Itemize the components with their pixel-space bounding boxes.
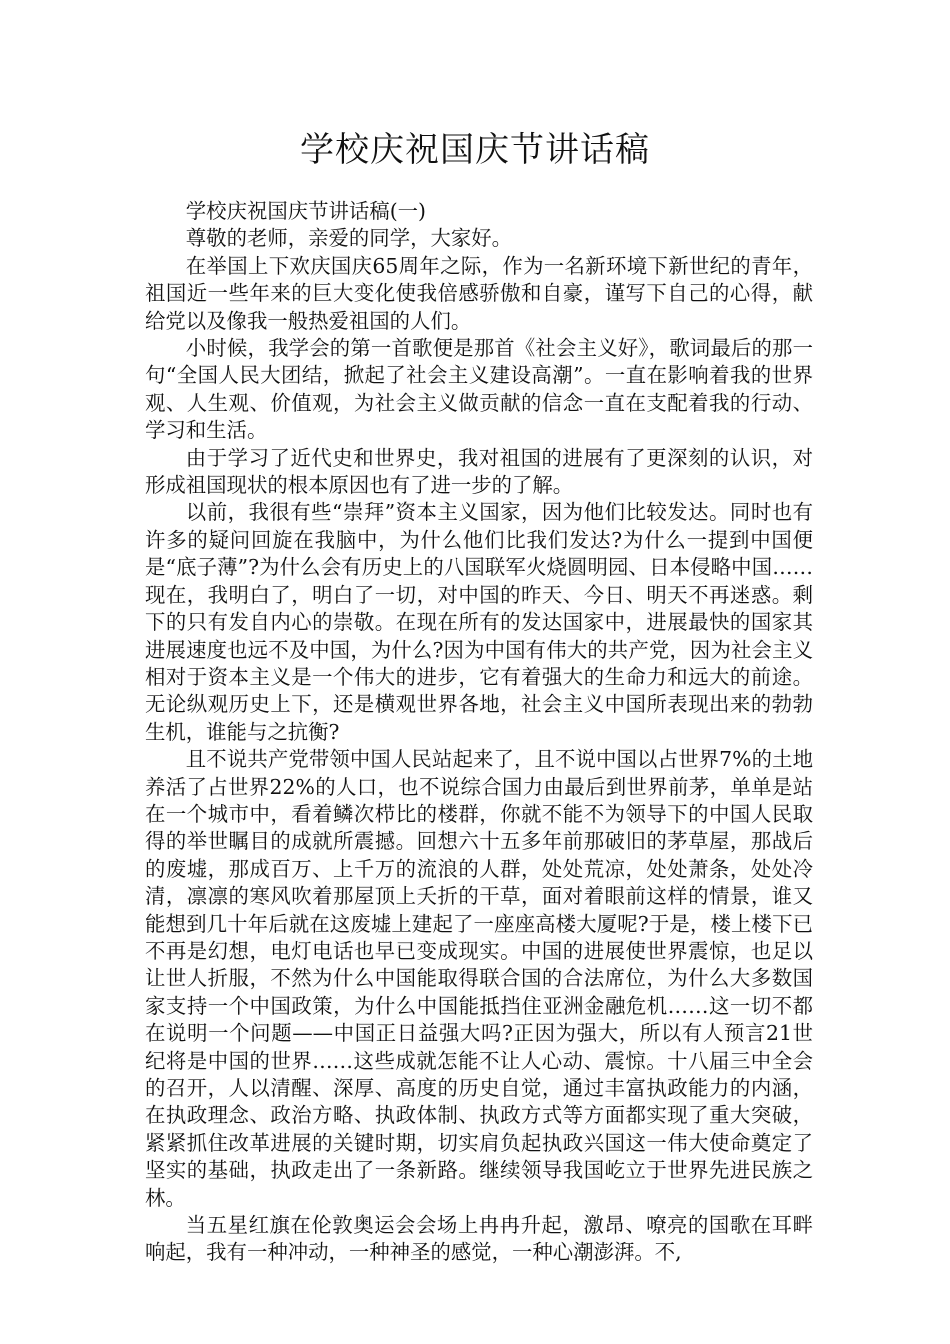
paragraph: 且不说共产党带领中国人民站起来了，且不说中国以占世界7%的土地养活了占世界22%的人口，也不说综合国力由最后到世界前茅，单单是站在一个城市中，看着鳞次栉比的楼群，你就不能不为领导下的中国人民取得的举世瞩目的成就所震撼。回想六十五多年前那破旧的茅草屋，那战后的废墟，那成百万、上千万的流浪的人群，处处荒凉，处处萧条，处处冷清，凛凛的寒风吹着那屋顶上夭折的干草，面对着眼前这样的情景，谁又能想到几十年后就在这废墟上建起了一座座高楼大厦呢?于是，楼上楼下已不再是幻想，电灯电话也早已变成现实。中国的进展使世界震惊，也足以让世人折服，不然为什么中国能取得联合国的合法席位，为什么大多数国家支持一个中国政策，为什么中国能抵挡住亚洲金融危机……这一切不都在说明一个问题——中国正日益强大吗?正因为强大，所以有人预言21世纪将是中国的世界……这些成就怎能不让人心动、震惊。十八届三中全会的召开，人以清醒、深厚、高度的历史自觉，通过丰富执政能力的内涵，在执政理念、政治方略、执政体制、执政方式等方面都实现了重大突破，紧紧抓住改革进展的关键时期，切实肩负起执政兴国这一伟大使命奠定了坚实的基础，执政走出了一条新路。继续领导我国屹立于世界先进民族之林。 — [145, 747, 813, 1210]
paragraph: 当五星红旗在伦敦奥运会会场上冉冉升起，激昂、嘹亮的国歌在耳畔响起，我有一种冲动，一种神圣的感觉，一种心潮澎湃。不, — [145, 1213, 813, 1265]
document-title: 学校庆祝国庆节讲话稿 — [300, 130, 650, 170]
paragraph: 由于学习了近代史和世界史，我对祖国的进展有了更深刻的认识，对形成祖国现状的根本原因也有了进一步的了解。 — [145, 445, 813, 498]
paragraph: 小时候，我学会的第一首歌便是那首《社会主义好》，歌词最后的那一句“全国人民大团结，掀起了社会主义建设高潮”。一直在影响着我的世界观、人生观、价值观，为社会主义做贡献的信念一直在支配着我的行动、学习和生活。 — [145, 336, 813, 443]
greeting: 尊敬的老师，亲爱的同学，大家好。 — [185, 226, 513, 251]
paragraph: 以前，我很有些“崇拜”资本主义国家，因为他们比较发达。同时也有许多的疑问回旋在我脑中，为什么他们比我们发达?为什么一提到中国便是“底子薄”?为什么会有历史上的八国联军火烧圆明园、日本侵略中国……现在，我明白了，明白了一切，对中国的昨天、今日、明天不再迷惑。剩下的只有发自内心的崇敬。在现在所有的发达国家中，进展最快的国家其进展速度也远不及中国，为什么?因为中国有伟大的共产党，因为社会主义相对于资本主义是一个伟大的进步，它有着强大的生命力和远大的前途。无论纵观历史上下，还是横观世界各地，社会主义中国所表现出来的勃勃生机，谁能与之抗衡? — [145, 500, 813, 744]
paragraph: 在举国上下欢庆国庆65周年之际，作为一名新环境下新世纪的青年，祖国近一些年来的巨大变化使我倍感骄傲和自豪，谨写下自己的心得，献给党以及像我一般热爱祖国的人们。 — [145, 253, 813, 333]
document-body — [145, 198, 813, 1267]
document-subtitle: 学校庆祝国庆节讲话稿(一) — [185, 199, 427, 223]
